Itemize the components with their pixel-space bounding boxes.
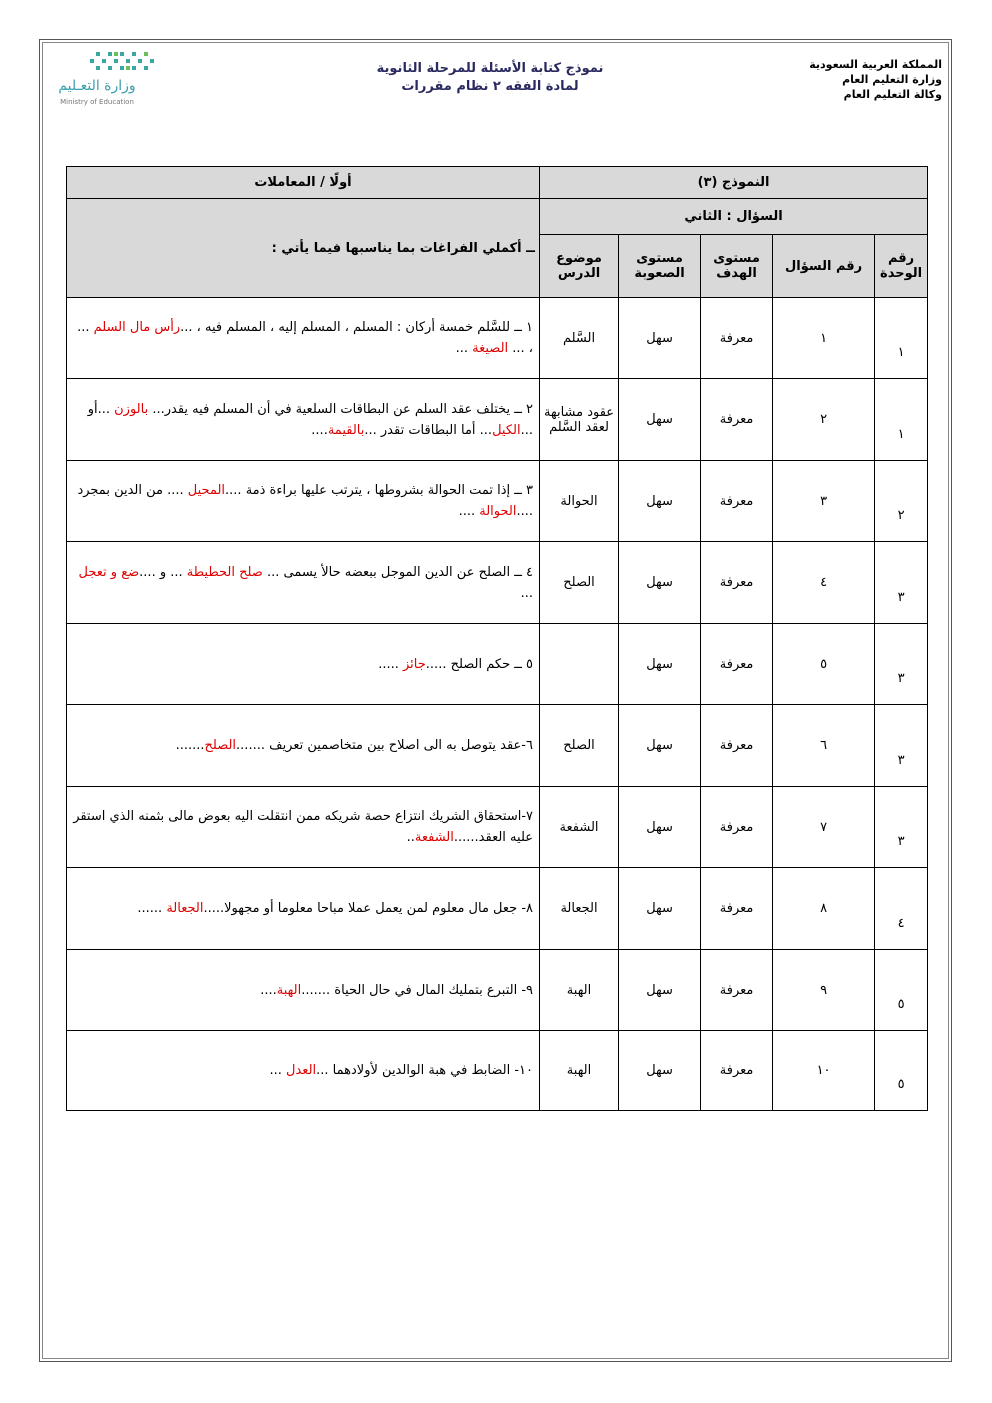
section-title: أولًا / المعاملات — [67, 167, 540, 199]
topic-cell: الهبة — [540, 1031, 619, 1111]
topic-cell: الجعالة — [540, 868, 619, 950]
question-text: ٦-عقد يتوصل به الى اصلاح بين متخاصمين تعريف ....... — [236, 738, 533, 754]
question-text-cell — [67, 786, 540, 868]
answer-text: المحيل — [187, 483, 226, 499]
answer-text: الجعالة — [166, 901, 204, 917]
question-text: ٧-استحقاق الشريك انتزاع حصة شريكه ممن انتقلت اليه بعوض مالى بثمنه الذي استقر عليه العقد...... — [73, 809, 533, 846]
question-text: ١٠- الضابط في هبة الوالدين لأولادهما ... — [316, 1063, 533, 1079]
table-row — [67, 1031, 928, 1111]
answer-text: ضع و تعجل — [78, 564, 140, 580]
answer-text: الصلح — [204, 738, 237, 754]
topic-cell — [540, 623, 619, 705]
answer-text: العدل — [286, 1063, 317, 1079]
document-title — [330, 60, 650, 96]
question-number-cell: ١٠ — [773, 1031, 875, 1111]
goal-level-cell: معرفة — [701, 705, 773, 787]
answer-text: جائز — [403, 656, 426, 672]
table-row — [67, 705, 928, 787]
col-difficulty: مستوى الصعوبة — [619, 235, 701, 297]
goal-level-cell: معرفة — [701, 379, 773, 461]
answer-text: صلح الحطيطة — [186, 564, 263, 580]
unit-cell: ٥ — [875, 949, 928, 1031]
kingdom-label: المملكة العربية السعودية — [809, 58, 942, 71]
difficulty-cell: سهل — [619, 705, 701, 787]
question-text-cell — [67, 1031, 540, 1111]
question-label: السؤال : الثاني — [540, 199, 928, 235]
goal-level-cell: معرفة — [701, 623, 773, 705]
logo-text-en: Ministry of Education — [60, 98, 134, 106]
ministry-logo — [52, 48, 142, 114]
question-number-cell: ٦ — [773, 705, 875, 787]
difficulty-cell: سهل — [619, 949, 701, 1031]
agency-label: وكالة التعليم العام — [843, 88, 942, 101]
question-text: ١ ــ للسَّلم خمسة أركان : المسلم ، المسلم إليه ، المسلم فيه ، ... — [180, 320, 533, 336]
unit-cell: ١ — [875, 297, 928, 379]
unit-cell: ٣ — [875, 542, 928, 624]
goal-level-cell: معرفة — [701, 868, 773, 950]
col-topic: موضوع الدرس — [540, 235, 619, 297]
answer-text: الحوالة — [479, 504, 517, 520]
goal-level-cell: معرفة — [701, 542, 773, 624]
question-text: .... — [260, 982, 277, 998]
question-number-cell: ٥ — [773, 623, 875, 705]
question-text: ... — [455, 341, 473, 357]
difficulty-cell: سهل — [619, 379, 701, 461]
unit-cell: ٤ — [875, 868, 928, 950]
table-row — [67, 297, 928, 379]
question-text: ....... — [175, 738, 205, 754]
title-line-1: نموذج كتابة الأسئلة للمرحلة الثانوية — [376, 61, 604, 76]
goal-level-cell: معرفة — [701, 1031, 773, 1111]
question-text-cell — [67, 379, 540, 461]
question-text: .... — [311, 422, 328, 438]
answer-text: رأس مال السلم — [93, 320, 181, 336]
table-row — [67, 949, 928, 1031]
question-number-cell: ٧ — [773, 786, 875, 868]
answer-text: بالقيمة — [327, 422, 365, 438]
table-row — [67, 868, 928, 950]
difficulty-cell: سهل — [619, 786, 701, 868]
difficulty-cell: سهل — [619, 297, 701, 379]
question-number-cell: ٣ — [773, 460, 875, 542]
question-text: ... أما البطاقات تقدر ... — [364, 422, 493, 438]
question-text: ٤ ــ الصلح عن الدين الموجل ببعضه حالأ يسمى ... — [262, 564, 533, 580]
goal-level-cell: معرفة — [701, 460, 773, 542]
question-text: ...... — [137, 901, 167, 917]
question-text: .. — [406, 830, 415, 846]
question-text: ... و .... — [139, 564, 187, 580]
difficulty-cell: سهل — [619, 868, 701, 950]
question-text-cell — [67, 460, 540, 542]
goal-level-cell: معرفة — [701, 786, 773, 868]
question-text-cell — [67, 868, 540, 950]
question-text-cell — [67, 297, 540, 379]
ministry-label: وزارة التعليم العام — [842, 73, 942, 86]
question-number-cell: ٤ — [773, 542, 875, 624]
difficulty-cell: سهل — [619, 460, 701, 542]
question-text: ٩- التبرع بتمليك المال في حال الحياة ....... — [301, 982, 533, 998]
header-institution — [762, 57, 942, 102]
answer-text: الشفعة — [414, 830, 454, 846]
unit-cell: ١ — [875, 379, 928, 461]
col-goal-level: مستوى الهدف — [701, 235, 773, 297]
question-number-cell: ٢ — [773, 379, 875, 461]
topic-cell: الشفعة — [540, 786, 619, 868]
difficulty-cell: سهل — [619, 542, 701, 624]
difficulty-cell: سهل — [619, 623, 701, 705]
question-number-cell: ٩ — [773, 949, 875, 1031]
col-unit: رقم الوحدة — [875, 235, 928, 297]
unit-cell: ٢ — [875, 460, 928, 542]
difficulty-cell: سهل — [619, 1031, 701, 1111]
question-rows — [67, 297, 928, 1110]
question-text: .... — [458, 504, 480, 520]
question-number-cell: ٨ — [773, 868, 875, 950]
topic-cell: عقود مشابهة لعقد السَّلم — [540, 379, 619, 461]
logo-text-ar: وزارة التعـليم — [58, 78, 136, 94]
answer-text: الكيل — [492, 422, 521, 438]
answer-text: الهبة — [276, 982, 302, 998]
logo-dots-icon — [90, 50, 160, 76]
question-text-cell — [67, 542, 540, 624]
question-text: .... من الدين بمجرد .... — [77, 483, 533, 520]
question-text: ...أو ... — [87, 401, 533, 438]
question-text: ٣ ــ إذا تمت الحوالة بشروطها ، يترتب عليها براءة ذمة .... — [225, 483, 533, 499]
table-row — [67, 786, 928, 868]
question-text-cell — [67, 705, 540, 787]
topic-cell: الصلح — [540, 705, 619, 787]
question-text: ... ، ... — [77, 320, 533, 357]
unit-cell: ٣ — [875, 786, 928, 868]
answer-text: بالوزن — [114, 401, 149, 417]
unit-cell: ٣ — [875, 623, 928, 705]
model-label: النموذج (٣) — [540, 167, 928, 199]
topic-cell: السَّلم — [540, 297, 619, 379]
table-row — [67, 460, 928, 542]
unit-cell: ٥ — [875, 1031, 928, 1111]
table-row — [67, 623, 928, 705]
question-text: ٢ ــ يختلف عقد السلم عن البطاقات السلعية في أن المسلم فيه يقدر... — [148, 401, 533, 417]
col-question-number: رقم السؤال — [773, 235, 875, 297]
topic-cell: الصلح — [540, 542, 619, 624]
question-text: ... — [269, 1063, 287, 1079]
instruction: ــ أكملي الفراغات بما يناسبها فيما يأتي : — [67, 199, 540, 298]
questions-table — [66, 166, 928, 1111]
question-text: ..... — [378, 656, 403, 672]
unit-cell: ٣ — [875, 705, 928, 787]
question-text-cell — [67, 623, 540, 705]
goal-level-cell: معرفة — [701, 297, 773, 379]
goal-level-cell: معرفة — [701, 949, 773, 1031]
topic-cell: الحوالة — [540, 460, 619, 542]
question-number-cell: ١ — [773, 297, 875, 379]
table-row — [67, 379, 928, 461]
question-text: ... — [520, 585, 533, 601]
question-text-cell — [67, 949, 540, 1031]
question-text: ٥ ــ حكم الصلح ..... — [425, 656, 533, 672]
title-line-2: لمادة الفقه ٢ نظام مقررات — [401, 79, 579, 94]
table-row — [67, 542, 928, 624]
question-text: ٨- جعل مال معلوم لمن يعمل عملا مباحا معلوما أو مجهولا..... — [203, 901, 533, 917]
answer-text: الصيغة — [472, 341, 509, 357]
topic-cell: الهبة — [540, 949, 619, 1031]
